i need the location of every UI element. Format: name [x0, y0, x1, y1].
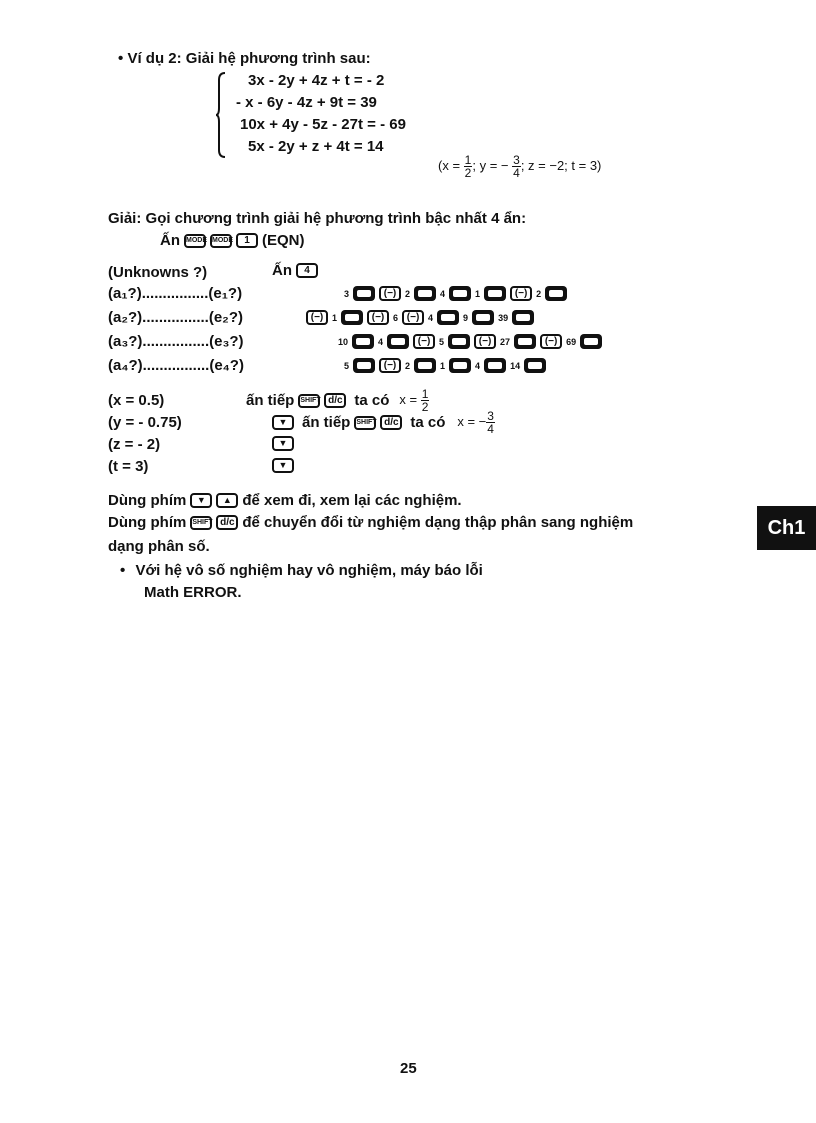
para2-a: Dùng phím — [108, 514, 187, 531]
para1-a: Dùng phím — [108, 492, 187, 509]
para-1 — [108, 492, 462, 509]
digit-text: 1 — [475, 288, 481, 299]
coef-row-label: (a₂?)................(e₂?) — [108, 309, 243, 326]
equals-key[interactable] — [580, 334, 602, 349]
equation-2: - x - 6y - 4z + 9t = 39 — [236, 94, 377, 111]
equals-key[interactable] — [514, 334, 536, 349]
solution-text: : Gọi chương trình giải hệ phương trình bậc nhất 4 ẩn: — [136, 210, 527, 227]
bullet-icon: • — [118, 50, 124, 67]
negative-key[interactable]: (−) — [510, 286, 532, 301]
result-y-label: (y = - 0.75) — [108, 414, 182, 431]
digit-text: 2 — [405, 360, 411, 371]
brace-icon — [215, 72, 227, 158]
digit-text: 14 — [510, 360, 521, 371]
negative-key[interactable]: (−) — [402, 310, 424, 325]
para-2 — [108, 514, 633, 531]
result-x-value: x = $\frac{1}{2}$ — [399, 387, 429, 414]
equation-1: 3x - 2y + 4z + t = - 2 — [248, 72, 385, 89]
down-arrow-key[interactable]: ▼ — [272, 436, 294, 451]
coef-row-keys — [338, 334, 602, 349]
negative-key[interactable]: (−) — [379, 286, 401, 301]
bullet-line2: Math ERROR. — [144, 584, 242, 601]
digit-text: 4 — [428, 312, 434, 323]
down-arrow-key[interactable]: ▼ — [272, 415, 294, 430]
digit-text: 4 — [475, 360, 481, 371]
equals-key[interactable] — [512, 310, 534, 325]
negative-key[interactable]: (−) — [306, 310, 328, 325]
negative-key[interactable]: (−) — [379, 358, 401, 373]
press-line — [160, 232, 305, 249]
digit-text: 3 — [344, 288, 350, 299]
unknowns-label: (Unknowns ?) — [108, 264, 208, 281]
digit-text: 2 — [405, 288, 411, 299]
equals-key[interactable] — [414, 286, 436, 301]
digit-1-key[interactable]: 1 — [236, 233, 258, 248]
mode-key[interactable]: MODE — [210, 234, 232, 248]
answer-y-sep: ; y = − — [472, 157, 509, 173]
equals-key[interactable] — [387, 334, 409, 349]
equals-key[interactable] — [448, 334, 470, 349]
example-text: Giải hệ phương trình sau: — [185, 50, 371, 67]
equals-key[interactable] — [545, 286, 567, 301]
coef-row-keys — [306, 310, 534, 325]
equals-key[interactable] — [437, 310, 459, 325]
equals-key[interactable] — [484, 358, 506, 373]
result-z-label: (z = - 2) — [108, 436, 161, 453]
shift-key[interactable]: SHIFT — [354, 416, 376, 430]
down-arrow-key[interactable]: ▼ — [190, 493, 212, 508]
equals-key[interactable] — [449, 286, 471, 301]
equals-key[interactable] — [484, 286, 506, 301]
coef-row-keys — [344, 358, 546, 373]
result-x-text1: ấn tiếp — [246, 392, 295, 409]
coef-row-keys — [344, 286, 567, 301]
solution-label: Giải — [108, 210, 137, 227]
example-heading — [118, 50, 371, 67]
digit-text: 1 — [332, 312, 338, 323]
result-y-text2: ta có — [410, 414, 446, 431]
digit-text: 4 — [440, 288, 446, 299]
para1-b: để xem đi, xem lại các nghiệm. — [242, 492, 462, 509]
equals-key[interactable] — [353, 286, 375, 301]
digit-text: 10 — [338, 336, 349, 347]
dc-key[interactable]: d/c — [324, 393, 346, 408]
mode-key[interactable]: MODE — [184, 234, 206, 248]
unknowns-an: Ấn — [272, 262, 292, 279]
coef-row-label: (a₁?)................(e₁?) — [108, 285, 243, 302]
equals-key[interactable] — [341, 310, 363, 325]
result-x-label: (x = 0.5) — [108, 392, 165, 409]
digit-text: 6 — [393, 312, 399, 323]
press-an: Ấn — [160, 232, 180, 249]
digit-text: 5 — [344, 360, 350, 371]
down-arrow-key[interactable]: ▼ — [272, 458, 294, 473]
result-y-value: x = − $\frac{3}{4}$ — [457, 409, 494, 436]
answer-open: (x = — [438, 157, 461, 173]
equals-key[interactable] — [352, 334, 374, 349]
digit-text: 4 — [378, 336, 384, 347]
result-x-text2: ta có — [354, 392, 390, 409]
dc-key[interactable]: d/c — [216, 515, 238, 530]
equals-key[interactable] — [449, 358, 471, 373]
answer-rest: ; z = −2; t = 3) — [520, 157, 602, 173]
digit-text: 69 — [566, 336, 577, 347]
digit-text: 5 — [439, 336, 445, 347]
result-t-label: (t = 3) — [108, 458, 149, 475]
dc-key[interactable]: d/c — [380, 415, 402, 430]
answer-x-fraction: $\frac{1}{2}$ — [464, 153, 472, 180]
coef-row-label: (a₃?)................(e₃?) — [108, 333, 244, 350]
digit-text: 1 — [440, 360, 446, 371]
equation-4: 5x - 2y + z + 4t = 14 — [248, 138, 384, 155]
shift-key[interactable]: SHIFT — [298, 394, 320, 408]
unknowns-press — [272, 262, 318, 279]
digit-text: 27 — [500, 336, 511, 347]
equals-key[interactable] — [353, 358, 375, 373]
negative-key[interactable]: (−) — [367, 310, 389, 325]
negative-key[interactable]: (−) — [413, 334, 435, 349]
para2-b: để chuyển đổi từ nghiệm dạng thập phân sang nghiệm — [242, 514, 634, 531]
equals-key[interactable] — [524, 358, 546, 373]
digit-text: 2 — [536, 288, 542, 299]
digit-text: 39 — [498, 312, 509, 323]
result-y-text1: ấn tiếp — [302, 414, 351, 431]
page-number: 25 — [400, 1060, 417, 1077]
negative-key[interactable]: (−) — [540, 334, 562, 349]
eqn-label: (EQN) — [262, 232, 305, 249]
digit-text: 9 — [463, 312, 469, 323]
answer-note — [438, 154, 601, 179]
bullet-note — [120, 562, 483, 579]
shift-key[interactable]: SHIFT — [190, 516, 212, 530]
chapter-tab: Ch1 — [757, 506, 816, 550]
up-arrow-key[interactable]: ▲ — [216, 493, 238, 508]
equals-key[interactable] — [472, 310, 494, 325]
solution-line — [108, 210, 526, 227]
bullet-line1: Với hệ vô số nghiệm hay vô nghiệm, máy báo lỗi — [135, 562, 483, 579]
result-y-keys — [272, 410, 495, 435]
digit-4-key[interactable]: 4 — [296, 263, 318, 278]
bullet-icon: • — [120, 562, 126, 579]
result-t-keys — [272, 456, 294, 473]
answer-y-fraction: $\frac{3}{4}$ — [513, 153, 520, 180]
para-2-cont: dạng phân số. — [108, 538, 210, 555]
negative-key[interactable]: (−) — [474, 334, 496, 349]
equation-3: 10x + 4y - 5z - 27t = - 69 — [240, 116, 406, 133]
example-label: Ví dụ 2: — [127, 50, 182, 67]
equals-key[interactable] — [414, 358, 436, 373]
coef-row-label: (a₄?)................(e₄?) — [108, 357, 244, 374]
result-z-keys — [272, 434, 294, 451]
